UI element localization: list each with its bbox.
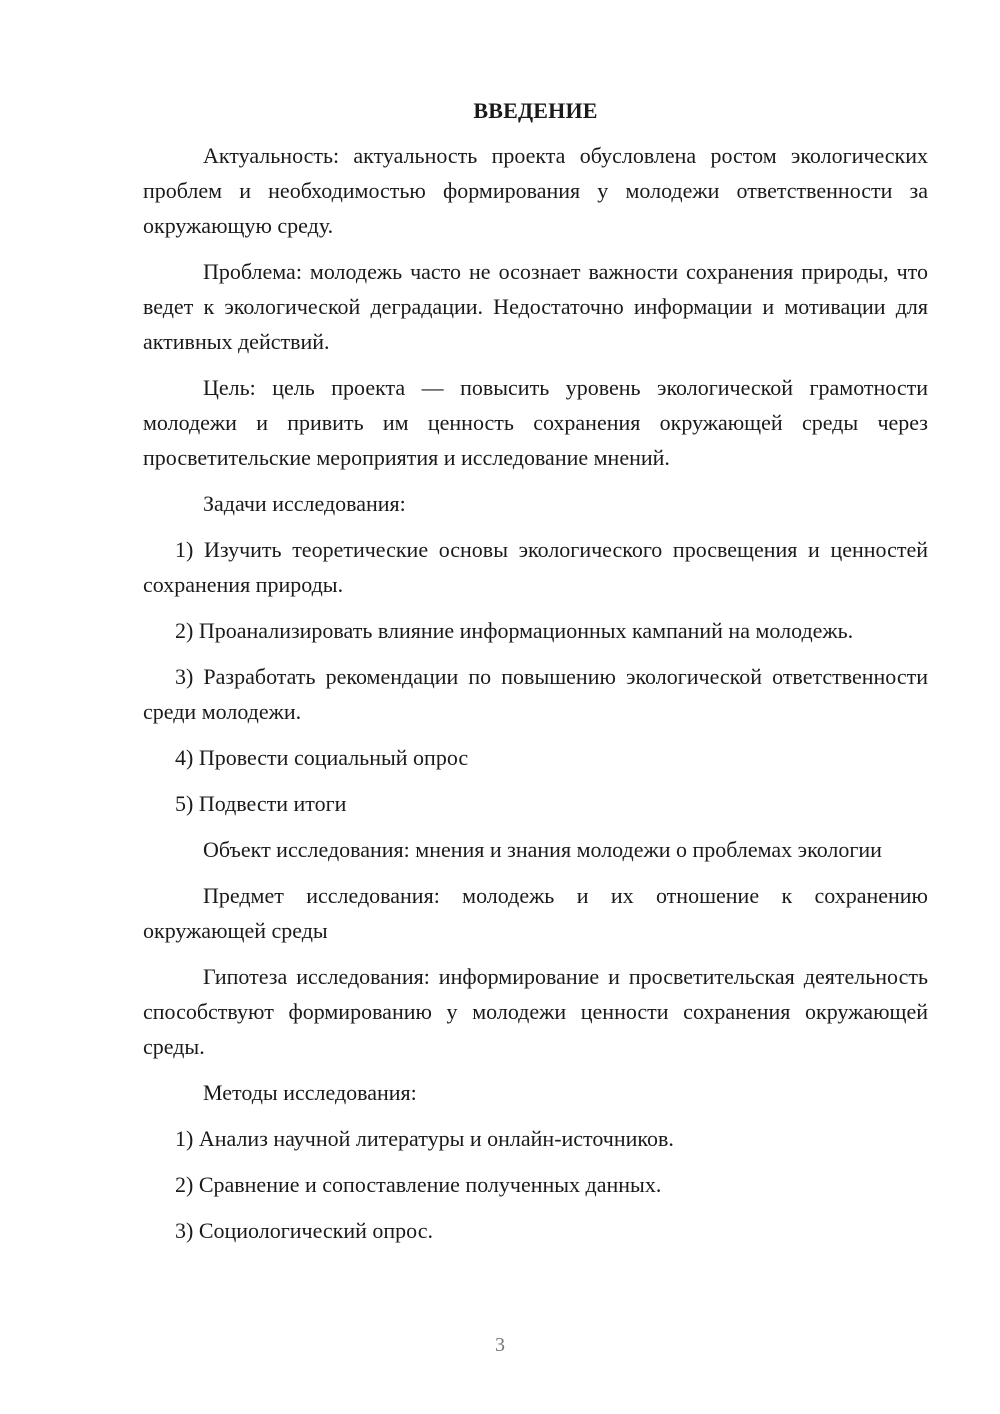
task-item-4: 4) Провести социальный опрос xyxy=(175,745,469,770)
task-item-5: 5) Подвести итоги xyxy=(175,791,347,816)
tasks-heading: Задачи исследования: xyxy=(203,491,406,516)
goal-paragraph: Цель: цель проекта — повысить уровень экологической грамотности молодежи и привить им ценность сохранения окружающей среды через просветительские мероприятия и исследование мнений. xyxy=(143,375,928,470)
task-item-1: 1) Изучить теоретические основы экологического просвещения и ценностей сохранения природы. xyxy=(143,537,928,597)
page-number: 3 xyxy=(495,1334,505,1356)
method-item-2: 2) Сравнение и сопоставление полученных данных. xyxy=(175,1172,662,1197)
document-title: ВВЕДЕНИЕ xyxy=(473,98,598,123)
problem-paragraph: Проблема: молодежь часто не осознает важности сохранения природы, что ведет к экологической деградации. Недостаточно информации и мотивации для активных действий. xyxy=(143,259,928,354)
method-item-3: 3) Социологический опрос. xyxy=(175,1218,433,1243)
task-item-3: 3) Разработать рекомендации по повышению экологической ответственности среди молодежи. xyxy=(143,664,928,724)
method-item-1: 1) Анализ научной литературы и онлайн-источников. xyxy=(175,1126,674,1151)
object-paragraph: Объект исследования: мнения и знания молодежи о проблемах экологии xyxy=(203,837,882,862)
document-page xyxy=(143,96,928,1259)
task-item-2: 2) Проанализировать влияние информационных кампаний на молодежь. xyxy=(175,618,854,643)
subject-paragraph: Предмет исследования: молодежь и их отношение к сохранению окружающей среды xyxy=(143,883,928,943)
hypothesis-paragraph: Гипотеза исследования: информирование и просветительская деятельность способствуют формированию у молодежи ценности сохранения окружающей среды. xyxy=(143,964,928,1059)
methods-heading: Методы исследования: xyxy=(203,1080,417,1105)
relevance-paragraph: Актуальность: актуальность проекта обусловлена ростом экологических проблем и необходимостью формирования у молодежи ответственности за окружающую среду. xyxy=(143,143,928,238)
